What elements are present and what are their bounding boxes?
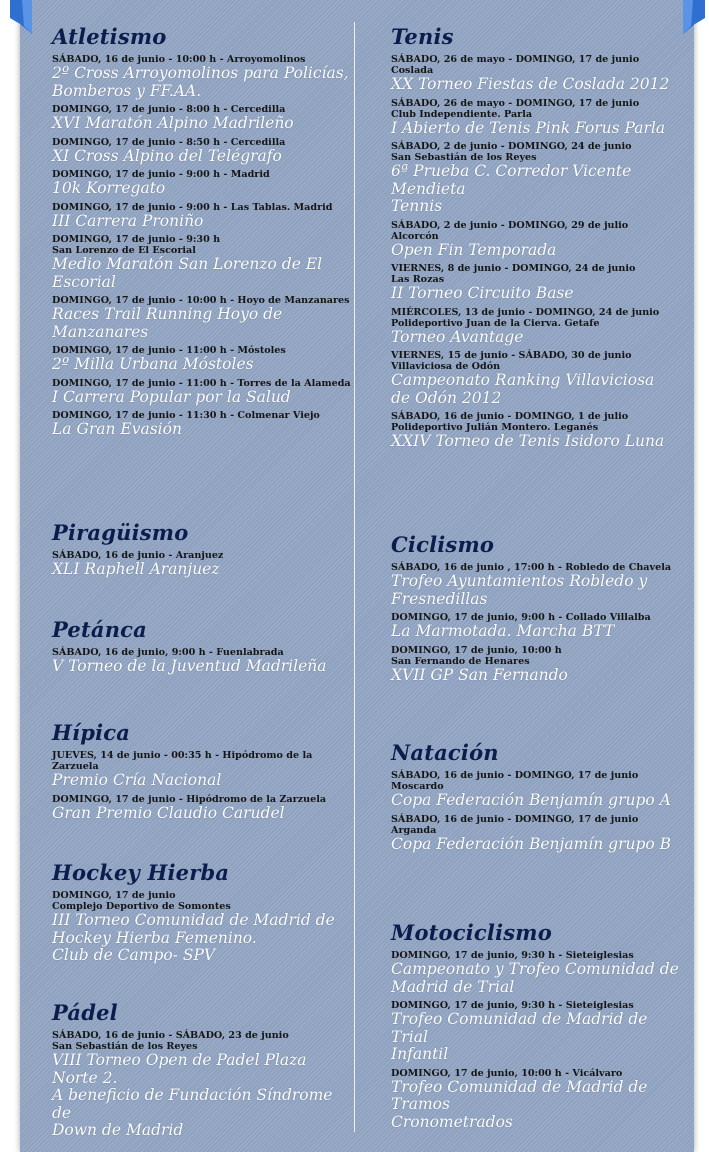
event-title: Copa Federación Benjamín grupo B — [391, 834, 672, 853]
section-hipica — [52, 720, 352, 822]
event-item — [52, 1030, 352, 1140]
event-title: 2º Milla Urbana Móstoles — [52, 355, 254, 373]
event-date-location: SÁBADO, 16 de junio - DOMINGO, 17 de junio Moscardo — [391, 770, 639, 792]
event-item — [391, 814, 681, 854]
event-title: XI Cross Alpino del Telégrafo — [52, 146, 282, 165]
event-date-location: JUEVES, 14 de junio - 00:35 h - Hipódromo de la Zarzuela — [52, 750, 313, 772]
event-date-location: SÁBADO, 16 de junio - SÁBADO, 23 de junio San Sebastián de los Reyes — [52, 1030, 289, 1052]
event-item — [52, 410, 352, 439]
event-date-location: DOMINGO, 17 de junio, 10:00 h San Fernando de Henares — [391, 644, 562, 667]
event-date-location: DOMINGO, 17 de junio - 11:00 h - Móstoles — [52, 345, 286, 356]
event-item — [391, 645, 681, 685]
event-title: Open Fin Temporada — [391, 240, 557, 259]
event-item — [391, 1000, 681, 1064]
event-title: Medio Maratón San Lorenzo de El Escorial — [52, 255, 323, 291]
event-date-location: SÁBADO, 16 de junio - DOMINGO, 17 de junio Arganda — [391, 813, 639, 836]
event-date-location: DOMINGO, 17 de junio - 9:00 h - Las Tablas. Madrid — [52, 201, 333, 213]
event-title: Races Trail Running Hoyo de Manzanares — [52, 305, 283, 341]
event-item — [391, 411, 681, 451]
event-date-location: DOMINGO, 17 de junio - 11:00 h - Torres de la Alameda — [52, 377, 351, 389]
event-item — [52, 202, 352, 231]
section-atletismo — [52, 24, 352, 439]
event-title: Trofeo Comunidad de Madrid de Tramos Cronometrados — [391, 1077, 648, 1131]
event-title: VIII Torneo Open de Padel Plaza Norte 2. A beneficio de Fundación Síndrome de Down de Madrid — [52, 1051, 333, 1139]
event-title: II Torneo Circuito Base — [391, 284, 574, 302]
event-title: 6ª Prueba C. Corredor Vicente Mendieta Tennis — [391, 162, 632, 215]
event-title: Copa Federación Benjamín grupo A — [391, 791, 671, 809]
event-list — [52, 1030, 352, 1140]
event-title: III Torneo Comunidad de Madrid de Hockey Hierba Femenino. Club de Campo- SPV — [52, 911, 335, 964]
event-title: Trofeo Comunidad de Madrid de Trial Infantil — [391, 1010, 648, 1063]
event-date-location: VIERNES, 8 de junio - DOMINGO, 24 de junio Las Rozas — [391, 263, 636, 285]
event-list — [52, 890, 352, 965]
event-date-location: DOMINGO, 17 de junio - 10:00 h - Hoyo de Manzanares — [52, 295, 350, 306]
event-list — [52, 54, 352, 439]
event-date-location: SÁBADO, 2 de junio - DOMINGO, 24 de junio San Sebastián de los Reyes — [391, 141, 632, 163]
page-curl-left-icon — [10, 0, 32, 34]
event-title: I Carrera Popular por la Salud — [52, 387, 291, 406]
event-title: Trofeo Ayuntamientos Robledo y Fresnedillas — [391, 572, 648, 608]
section-heading: Atletismo — [52, 24, 167, 49]
event-item — [52, 794, 352, 823]
event-date-location: DOMINGO, 17 de junio, 9:30 h - Sieteiglesias — [391, 950, 634, 961]
event-item — [391, 141, 681, 216]
event-date-location: DOMINGO, 17 de junio - 8:50 h - Cercedilla — [52, 136, 286, 148]
section-heading: Hípica — [52, 720, 131, 745]
event-title: Torneo Avantage — [391, 327, 524, 346]
section-heading: Pádel — [52, 1000, 118, 1025]
event-date-location: MIÉRCOLES, 13 de junio - DOMINGO, 24 de junio Polideportivo Juan de la Cierva. Getafe — [391, 306, 660, 329]
event-item — [52, 234, 352, 291]
section-heading: Petánca — [52, 617, 147, 642]
event-date-location: SÁBADO, 16 de junio - Aranjuez — [52, 550, 224, 561]
event-item — [52, 345, 352, 374]
event-date-location: DOMINGO, 17 de junio - 11:30 h - Colmenar Viejo — [52, 410, 320, 421]
event-date-location: SÁBADO, 26 de mayo - DOMINGO, 17 de junio Club Independiente. Parla — [391, 97, 640, 120]
event-date-location: DOMINGO, 17 de junio - 9:00 h - Madrid — [52, 169, 270, 180]
event-item — [391, 98, 681, 138]
event-title: XVI Maratón Alpino Madrileño — [52, 114, 294, 132]
event-list — [391, 54, 681, 451]
event-item — [391, 562, 681, 608]
event-date-location: DOMINGO, 17 de junio - 9:30 h San Lorenzo de El Escorial — [52, 234, 221, 256]
event-list — [52, 750, 352, 822]
column-divider — [354, 22, 355, 1132]
event-title: La Gran Evasión — [52, 420, 182, 438]
event-item — [391, 1068, 681, 1132]
event-date-location: DOMINGO, 17 de junio - Hipódromo de la Zarzuela — [52, 793, 327, 805]
event-item — [52, 890, 352, 965]
section-heading: Ciclismo — [391, 532, 495, 557]
section-tenis — [391, 24, 681, 451]
section-piraguismo — [52, 520, 352, 579]
event-title: III Carrera Proniño — [52, 211, 204, 230]
event-item — [391, 950, 681, 996]
event-item — [52, 295, 352, 341]
section-hockey-hierba — [52, 860, 352, 965]
event-title: XX Torneo Fiestas de Coslada 2012 — [391, 75, 670, 93]
event-list — [391, 562, 681, 684]
event-date-location: DOMINGO, 17 de junio, 10:00 h - Vicálvaro — [391, 1067, 623, 1079]
event-item — [52, 378, 352, 407]
event-date-location: SÁBADO, 16 de junio - 10:00 h - Arroyomolinos — [52, 54, 306, 65]
section-heading: Motociclismo — [391, 920, 552, 945]
event-item — [391, 54, 681, 94]
event-date-location: SÁBADO, 2 de junio - DOMINGO, 29 de julio Alcorcón — [391, 219, 629, 242]
event-date-location: SÁBADO, 26 de mayo - DOMINGO, 17 de junio Coslada — [391, 54, 640, 76]
event-title: La Marmotada. Marcha BTT — [391, 622, 615, 640]
event-list — [391, 950, 681, 1131]
page-curl-right-icon — [683, 0, 705, 34]
section-heading: Piragüismo — [52, 520, 189, 545]
event-title: Campeonato Ranking Villaviciosa de Odón 2012 — [391, 371, 655, 407]
event-date-location: VIERNES, 15 de junio - SÁBADO, 30 de junio Villaviciosa de Odón — [391, 350, 632, 372]
event-date-location: DOMINGO, 17 de junio, 9:00 h - Collado Villalba — [391, 612, 651, 623]
event-title: XXIV Torneo de Tenis Isidoro Luna — [391, 432, 665, 450]
section-petanca — [52, 617, 352, 676]
event-date-location: DOMINGO, 17 de junio - 8:00 h - Cercedilla — [52, 104, 286, 115]
section-padel — [52, 1000, 352, 1140]
event-title: 10k Korregato — [52, 179, 166, 197]
event-item — [391, 770, 681, 810]
event-item — [391, 350, 681, 407]
event-title: Campeonato y Trofeo Comunidad de Madrid de Trial — [391, 960, 679, 996]
event-title: Premio Cría Nacional — [52, 771, 222, 789]
event-list — [52, 550, 352, 579]
event-item — [52, 137, 352, 166]
event-item — [391, 220, 681, 260]
event-item — [52, 54, 352, 100]
event-title: 2º Cross Arroyomolinos para Policías, Bomberos y FF.AA. — [52, 64, 349, 100]
section-ciclismo — [391, 532, 681, 684]
event-item — [52, 647, 352, 676]
event-title: I Abierto de Tenis Pink Forus Parla — [391, 118, 666, 137]
event-date-location: DOMINGO, 17 de junio, 9:30 h - Sieteiglesias — [391, 1000, 634, 1011]
event-item — [391, 307, 681, 347]
event-item — [52, 550, 352, 579]
event-date-location: SÁBADO, 16 de junio - DOMINGO, 1 de julio Polideportivo Julián Montero. Leganés — [391, 411, 629, 433]
event-item — [391, 612, 681, 641]
section-motociclismo — [391, 920, 681, 1131]
section-heading: Natación — [391, 740, 499, 765]
event-item — [52, 104, 352, 133]
section-heading: Tenis — [391, 24, 454, 49]
event-title: Gran Premio Claudio Carudel — [52, 803, 285, 822]
event-item — [52, 750, 352, 790]
event-list — [52, 647, 352, 676]
section-natacion — [391, 740, 681, 853]
event-item — [52, 169, 352, 198]
event-item — [391, 263, 681, 303]
event-title: XVII GP San Fernando — [391, 665, 568, 684]
event-list — [391, 770, 681, 853]
event-date-location: DOMINGO, 17 de junio Complejo Deportivo de Somontes — [52, 890, 231, 912]
event-date-location: SÁBADO, 16 de junio , 17:00 h - Robledo de Chavela — [391, 562, 672, 573]
section-heading: Hockey Hierba — [52, 860, 230, 885]
event-title: XLI Raphell Aranjuez — [52, 560, 220, 578]
event-date-location: SÁBADO, 16 de junio, 9:00 h - Fuenlabrada — [52, 647, 284, 658]
event-title: V Torneo de la Juventud Madrileña — [52, 657, 327, 675]
